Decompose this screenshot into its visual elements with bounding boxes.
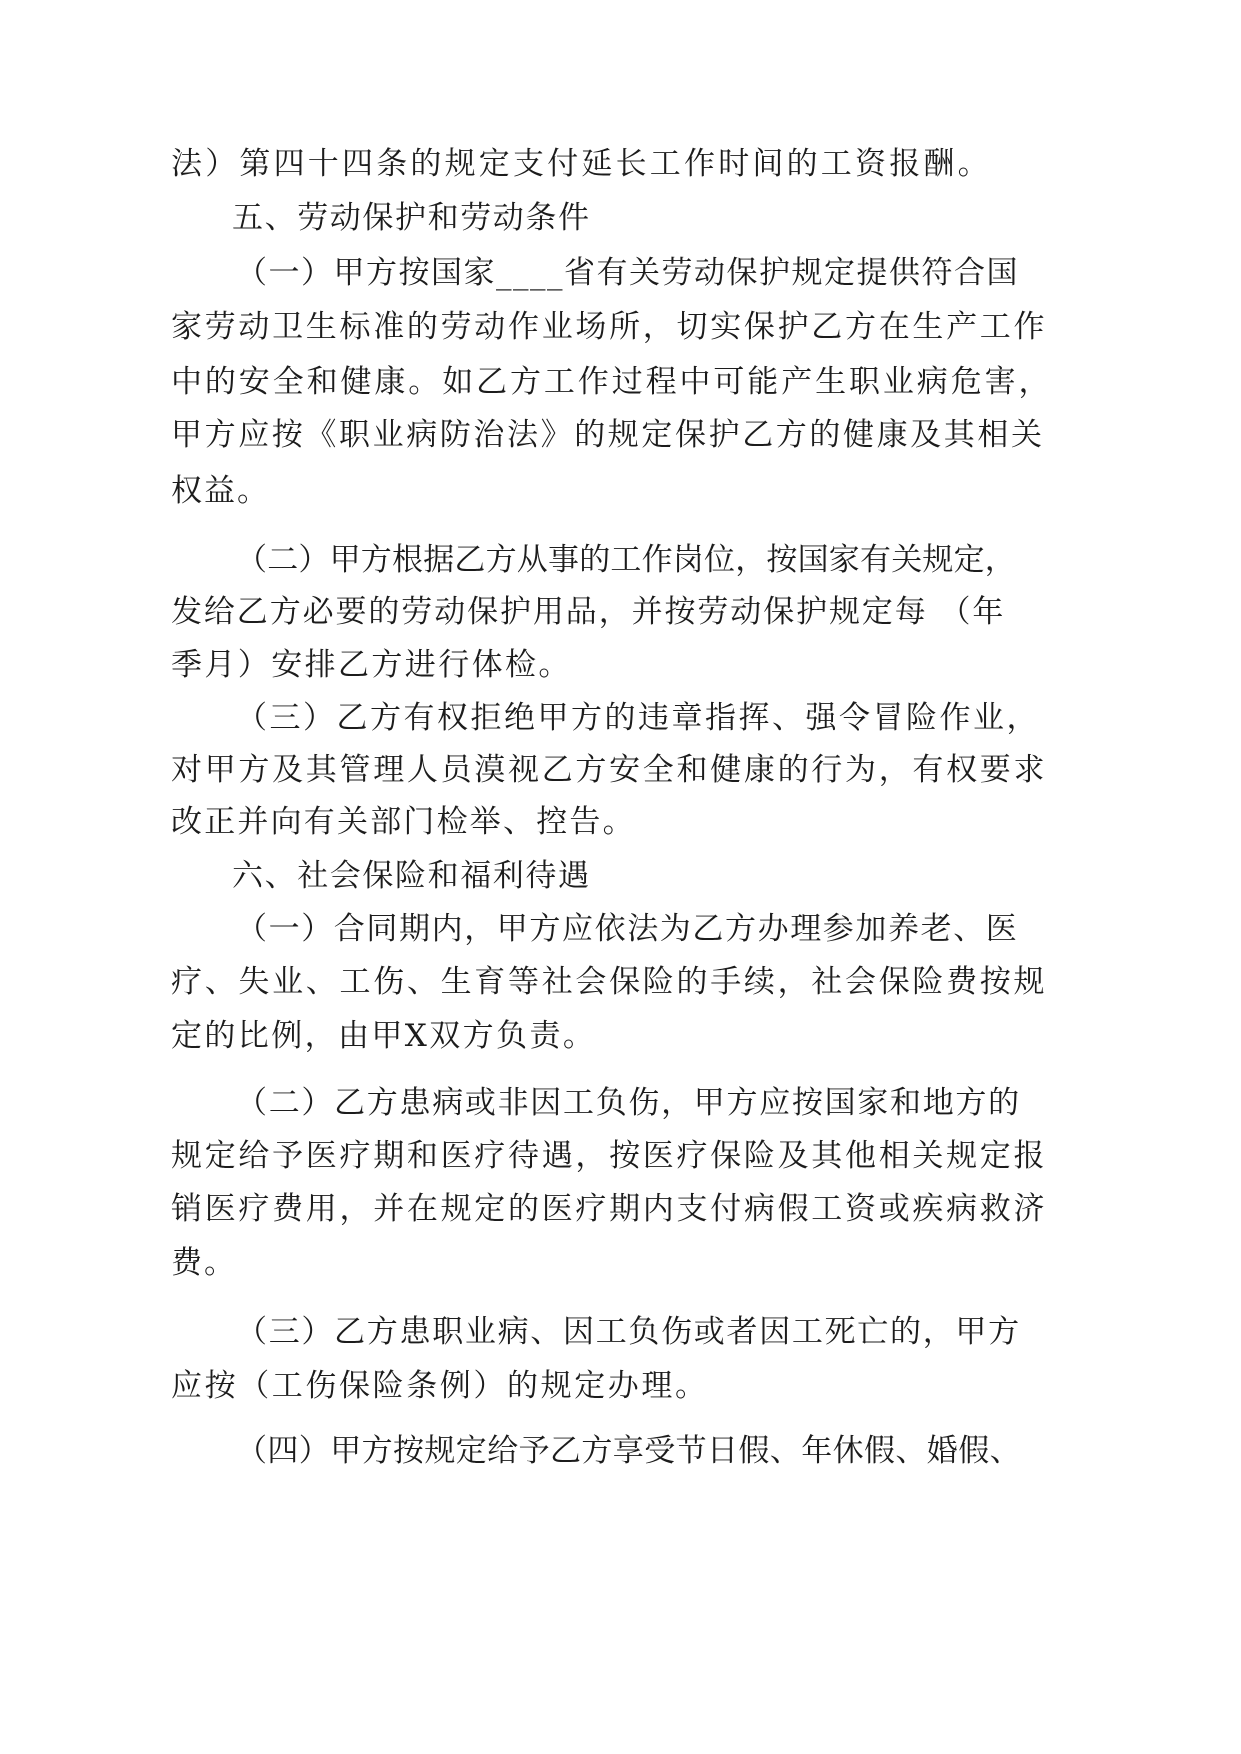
text-line: 改正并向有关部门检举、控告。	[171, 804, 636, 840]
text-line: 规定给予医疗期和医疗待遇，按医疗保险及其他相关规定报	[171, 1138, 1048, 1174]
text-line: 中的安全和健康。如乙方工作过程中可能产生职业病危害，	[171, 364, 1053, 400]
text-line: 甲方应按《职业病防治法》的规定保护乙方的健康及其相关	[171, 417, 1045, 453]
section-heading: 五、劳动保护和劳动条件	[232, 200, 591, 236]
text-line: 费。	[171, 1245, 237, 1281]
text-line: 家劳动卫生标准的劳动作业场所，切实保护乙方在生产工作	[171, 309, 1048, 345]
text-line: 定的比例，由甲X双方负责。	[171, 1018, 597, 1054]
text-line: 销医疗费用，并在规定的医疗期内支付病假工资或疾病救济	[171, 1191, 1048, 1227]
text-line: （二）乙方患病或非因工负伤，甲方应按国家和地方的	[236, 1085, 1021, 1121]
text-line: 权益。	[171, 473, 270, 509]
text-line: 季月）安排乙方进行体检。	[171, 647, 572, 683]
text-line: （一）甲方按国家____省有关劳动保护规定提供符合国	[236, 255, 1019, 291]
text-line: 疗、失业、工伤、生育等社会保险的手续，社会保险费按规	[171, 964, 1048, 1000]
text-line: （二）甲方根据乙方从事的工作岗位，按国家有关规定，	[236, 542, 1016, 578]
text-line: 法）第四十四条的规定支付延长工作时间的工资报酬。	[171, 146, 992, 182]
text-line: 对甲方及其管理人员漠视乙方安全和健康的行为，有权要求	[171, 752, 1048, 788]
text-line: （一）合同期内，甲方应依法为乙方办理参加养老、医	[236, 911, 1019, 947]
text-line: （三）乙方患职业病、因工负伤或者因工死亡的，甲方	[236, 1314, 1021, 1350]
text-line: 应按（工伤保险条例）的规定办理。	[171, 1368, 709, 1404]
section-heading: 六、社会保险和福利待遇	[232, 858, 591, 894]
text-line: 发给乙方必要的劳动保护用品，并按劳动保护规定每 （年	[171, 594, 1006, 630]
text-line: （四）甲方按规定给予乙方享受节日假、年休假、婚假、	[236, 1433, 1021, 1469]
text-line: （三）乙方有权拒绝甲方的违章指挥、强令冒险作业，	[236, 700, 1040, 736]
